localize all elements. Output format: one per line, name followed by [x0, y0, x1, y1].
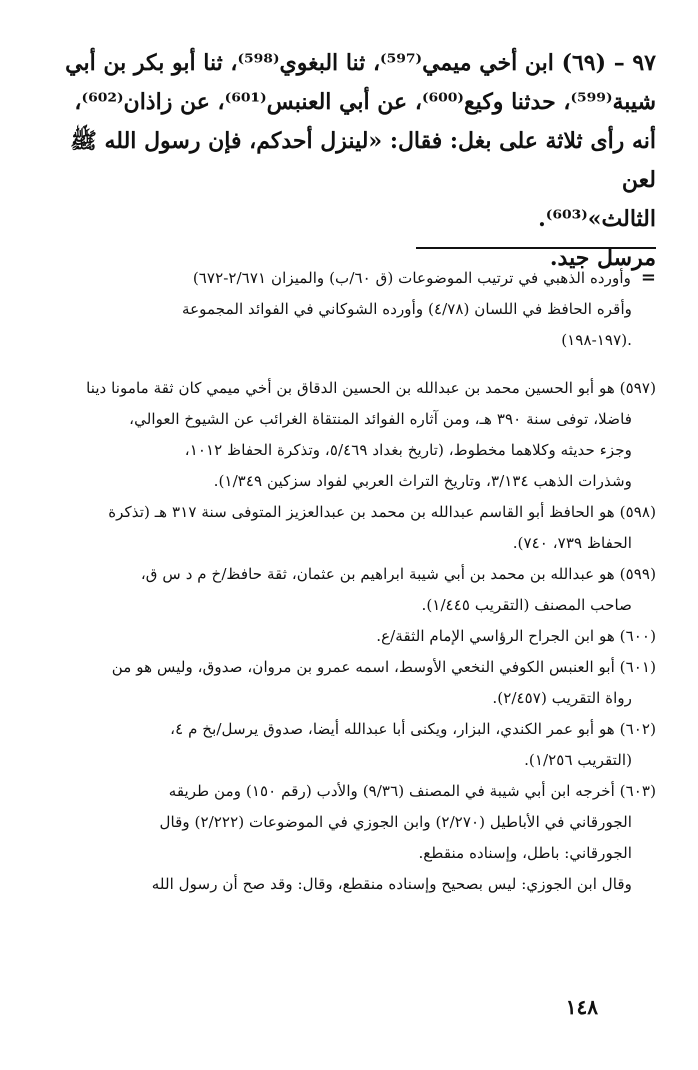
footnote-597-line: فاضلا، توفى سنة ٣٩٠ هـ، ومن آثاره الفوائد المنتقاة الغرائب عن الشيوخ العوالي، — [129, 410, 632, 428]
footnotes — [30, 262, 656, 900]
footnote-602-line: (التقريب ١/٢٥٦). — [524, 751, 632, 769]
footnote-599: (٥٩٩) هو عبدالله بن محمد بن أبي شيبة ابراهيم بن عثمان، ثقة حافظ/خ م د س ق، — [140, 565, 656, 583]
footnote-text: وأورده الذهبي في ترتيب الموضوعات (ق ٦٠/ب) والميزان ٢/٦٧١-٦٧٢) — [192, 269, 631, 287]
hadith-line: الثالث»⁽⁶⁰³⁾. — [538, 206, 656, 232]
footnote-603-line: الجورقاني: باطل، وإسناده منقطع. — [418, 844, 632, 862]
footnote-598-line: الحفاظ ٧٣٩، ٧٤٠). — [512, 534, 632, 552]
footnote-603-line: الجورقاني في الأباطيل (٢/٢٧٠) وابن الجوزي في الموضوعات (٢/٢٢٢) وقال — [159, 813, 632, 831]
footnote-598: (٥٩٨) هو الحافظ أبو القاسم عبدالله بن محمد بن عبدالعزيز المتوفى سنة ٣١٧ هـ (تذكرة — [108, 503, 656, 521]
footnote-603: (٦٠٣) أخرجه ابن أبي شيبة في المصنف (٩/٣٦) والأدب (رقم ١٥٠) ومن طريقه — [168, 782, 656, 800]
continuation-mark: = — [640, 267, 656, 288]
footnote-600: (٦٠٠) هو ابن الجراح الرؤاسي الإمام الثقة/ع. — [376, 627, 656, 645]
footnote-continued-line: وأقره الحافظ في اللسان (٤/٧٨) وأورده الشوكاني في الفوائد المجموعة — [181, 300, 632, 318]
hadith-grading: مرسل جيد. — [549, 245, 656, 271]
hadith-line: شيبة⁽⁵⁹⁹⁾، حدثنا وكيع⁽⁶⁰⁰⁾، عن أبي العنبس⁽⁶⁰¹⁾، عن زاذان⁽⁶⁰²⁾، — [74, 89, 656, 115]
footnote-601-line: رواة التقريب (٢/٤٥٧). — [492, 689, 632, 707]
footnote-599-line: صاحب المصنف (التقريب ١/٤٤٥). — [421, 596, 632, 614]
footnote-601: (٦٠١) أبو العنبس الكوفي النخعي الأوسط، اسمه عمرو بن مروان، صدوق، وليس هو من — [111, 658, 656, 676]
page-number: ١٤٨ — [565, 995, 598, 1019]
footnote-603-line: وقال ابن الجوزي: ليس بصحيح وإسناده منقطع، وقال: وقد صح أن رسول الله — [151, 875, 632, 893]
hadith-line: ٩٧ – (٦٩) ابن أخي ميمي⁽⁵⁹⁷⁾، ثنا البغوي⁽⁵⁹⁸⁾، ثنا أبو بكر بن أبي — [65, 50, 656, 76]
footnote-continued-line: .(١٩٧-١٩٨) — [561, 331, 632, 349]
footnote-602: (٦٠٢) هو أبو عمر الكندي، البزار، ويكنى أبا عبدالله أيضا، صدوق يرسل/بخ م ٤، — [170, 720, 656, 738]
footnote-continued-line — [30, 262, 656, 294]
hadith-text — [30, 44, 656, 278]
footnote-597-line: وجزء حديثه وكلاهما مخطوط، (تاريخ بغداد ٥/٤٦٩، وتذكرة الحفاظ ١٠١٢، — [184, 441, 632, 459]
hadith-line: أنه رأى ثلاثة على بغل: فقال: «لينزل أحدكم، فإن رسول الله ﷺ لعن — [70, 128, 656, 193]
footnote-597-line: وشذرات الذهب ٣/١٣٤، وتاريخ التراث العربي لفواد سزكين ١/٣٤٩). — [213, 472, 632, 490]
footnote-597: (٥٩٧) هو أبو الحسين محمد بن عبدالله بن الحسين الدقاق بن أخي ميمي كان ثقة مامونا دينا — [86, 379, 656, 397]
footnote-separator — [416, 247, 656, 249]
